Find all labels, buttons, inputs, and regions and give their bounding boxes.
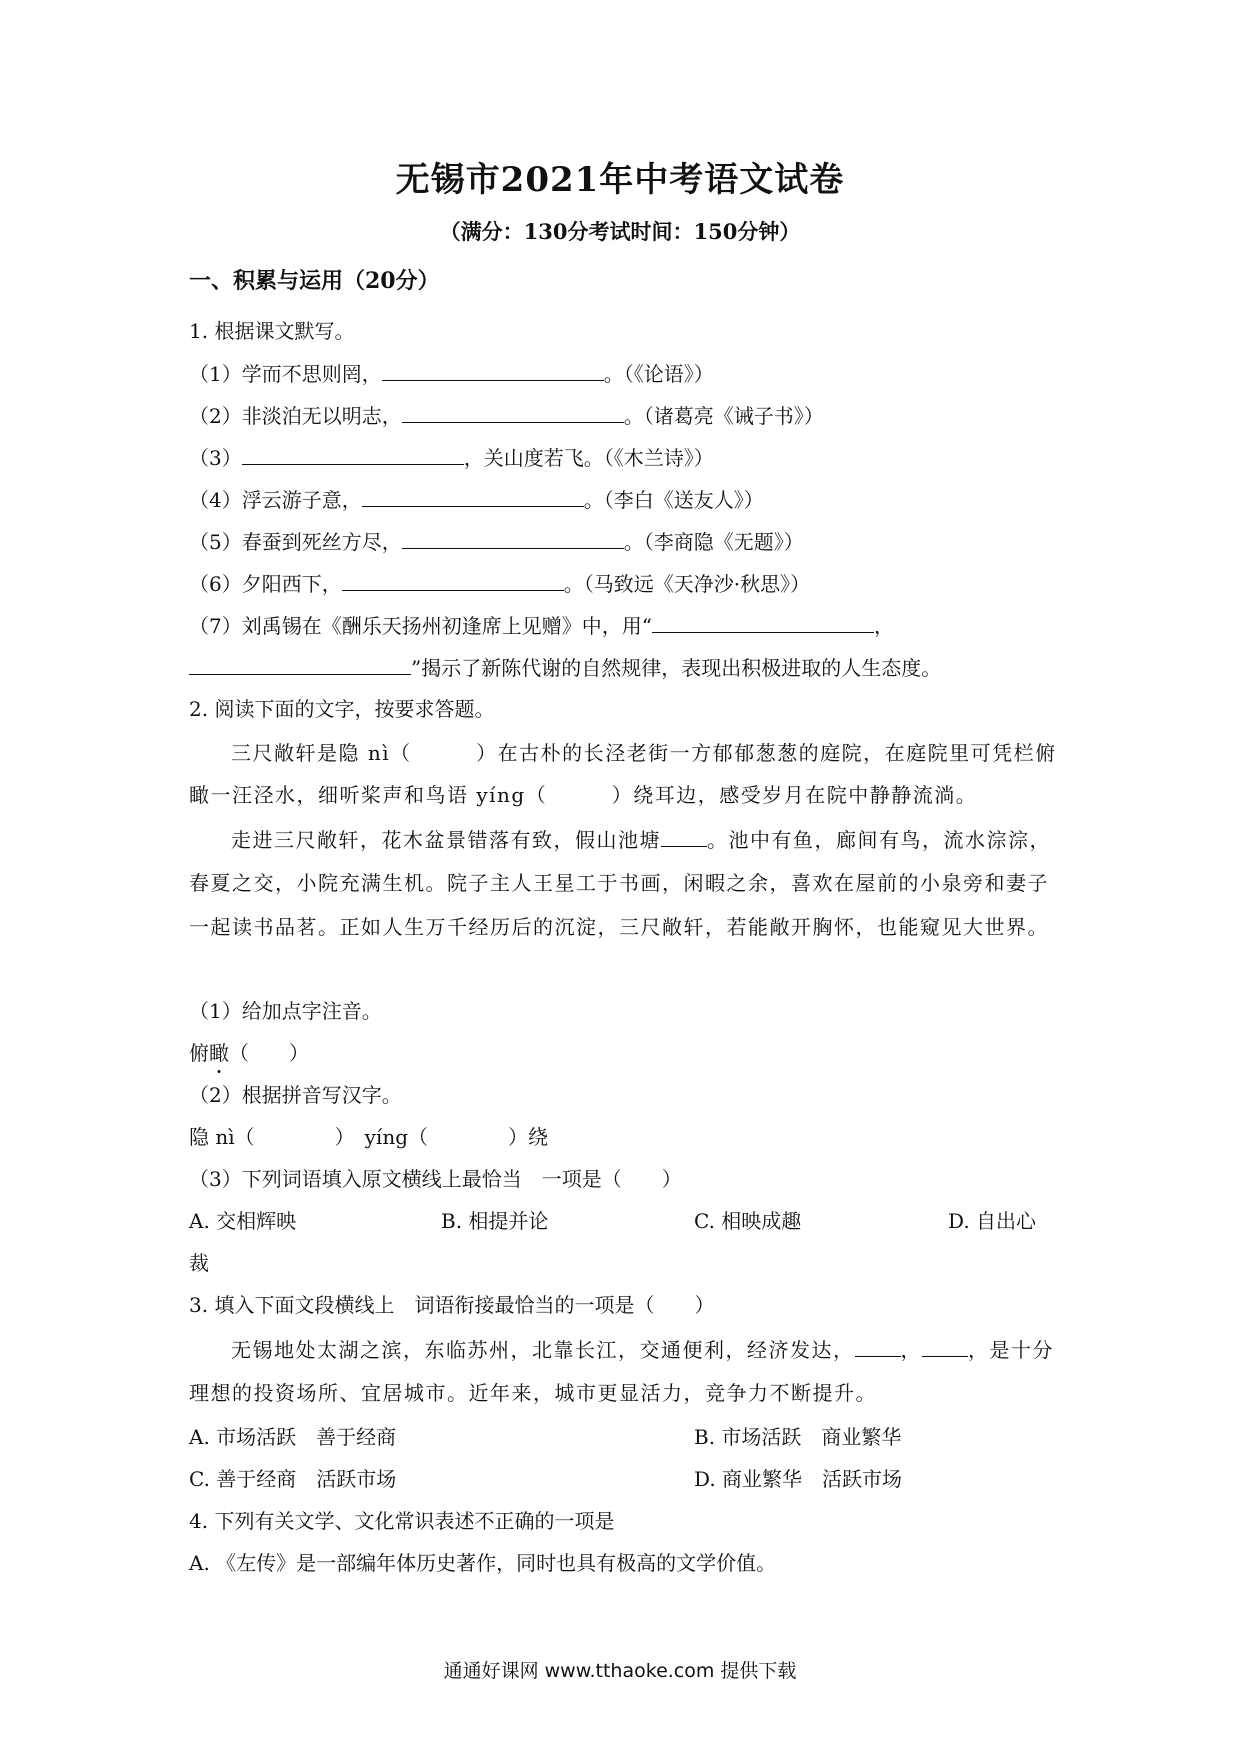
q2-sub2: （2）根据拼音写汉字。 bbox=[189, 1083, 402, 1107]
answer-blank[interactable] bbox=[922, 1336, 968, 1357]
q1-item-7-cont bbox=[189, 654, 941, 681]
q3-option-a[interactable]: A. 市场活跃 善于经商 bbox=[189, 1425, 397, 1449]
q2-sub1: （1）给加点字注音。 bbox=[189, 999, 382, 1023]
q2-passage-text: 。池中有鱼，廊间有鸟，流水淙淙， bbox=[707, 828, 1051, 852]
q3-option-d[interactable]: D. 商业繁华 活跃市场 bbox=[694, 1467, 903, 1491]
q1-item-7-tail: ”揭示了新陈代谢的自然规律，表现出积极进取的人生态度。 bbox=[411, 656, 942, 680]
q2-option-a[interactable]: A. 交相辉映 bbox=[189, 1209, 297, 1233]
answer-blank[interactable] bbox=[402, 402, 624, 423]
q2-sub2-line: 隐 nì（ ） yíng（ ）绕 bbox=[189, 1125, 549, 1149]
answer-blank[interactable] bbox=[402, 528, 624, 549]
q2-passage-line: 春夏之交，小院充满生机。院子主人王星工于书画，闲暇之余，喜欢在屋前的小泉旁和妻子 bbox=[189, 871, 1049, 895]
page-title: 无锡市2021年中考语文试卷 bbox=[395, 160, 845, 200]
q1-item-7 bbox=[189, 612, 894, 639]
q2-option-c[interactable]: C. 相映成趣 bbox=[694, 1209, 802, 1233]
answer-blank[interactable] bbox=[242, 444, 464, 465]
answer-blank[interactable] bbox=[189, 654, 411, 675]
q4-stem: 4. 下列有关文学、文化常识表述不正确的一项是 bbox=[189, 1509, 615, 1533]
q2-passage-line: 瞰一汪泾水，细听桨声和鸟语 yíng（ ）绕耳边，感受岁月在院中静静流淌。 bbox=[189, 783, 978, 807]
q3-passage-text: ， bbox=[900, 1338, 922, 1362]
q2-passage-line: 一起读书品茗。正如人生万千经历后的沉淀，三尺敞轩，若能敞开胸怀，也能窥见大世界。 bbox=[189, 915, 1049, 939]
answer-blank[interactable] bbox=[362, 486, 584, 507]
q1-item-6-text: （6）夕阳西下， bbox=[189, 572, 342, 596]
answer-blank[interactable] bbox=[342, 570, 564, 591]
q1-item-1 bbox=[189, 360, 714, 387]
q4-option-a[interactable]: A. 《左传》是一部编年体历史著作，同时也具有极高的文学价值。 bbox=[189, 1551, 777, 1575]
q1-item-3-text: （3） bbox=[189, 446, 242, 470]
answer-blank[interactable] bbox=[382, 360, 604, 381]
q2-sub1-word bbox=[189, 1040, 309, 1066]
q2-passage-line bbox=[231, 826, 1051, 853]
q2-stem: 2. 阅读下面的文字，按要求答题。 bbox=[189, 697, 495, 721]
q1-item-7-text: （7）刘禹锡在《酬乐天扬州初逢席上见赠》中，用“ bbox=[189, 614, 652, 638]
q2-passage-line: 三尺敞轩是隐 nì（ ）在古朴的长泾老街一方郁郁葱葱的庭院，在庭院里可凭栏俯 bbox=[231, 741, 1057, 765]
q1-item-7-comma: ， bbox=[873, 614, 894, 638]
q1-item-5-text: （5）春蚕到死丝方尽， bbox=[189, 530, 402, 554]
q1-item-2-text: （2）非淡泊无以明志， bbox=[189, 404, 402, 428]
q2-sub1-dotted-char: 瞰 bbox=[209, 1041, 229, 1065]
answer-paren[interactable]: （ ） bbox=[229, 1041, 309, 1065]
q2-sub3: （3）下列词语填入原文横线上最恰当 一项是（ ） bbox=[189, 1167, 682, 1191]
footer-source: 通通好课网 www.tthaoke.com 提供下载 bbox=[443, 1660, 797, 1682]
q1-item-6-source: 。（马致远《天净沙·秋思》） bbox=[563, 572, 811, 596]
q2-option-b[interactable]: B. 相提并论 bbox=[441, 1209, 549, 1233]
q1-item-2 bbox=[189, 402, 824, 429]
q2-passage-text: 走进三尺敞轩，花木盆景错落有致，假山池塘 bbox=[231, 828, 661, 852]
answer-blank[interactable] bbox=[855, 1336, 901, 1357]
q3-passage-text: ，是十分 bbox=[968, 1338, 1054, 1362]
q1-item-3 bbox=[189, 444, 714, 471]
q2-option-d[interactable]: D. 自出心 bbox=[948, 1209, 1037, 1233]
q2-option-d-wrap: 裁 bbox=[189, 1251, 209, 1275]
q1-item-4 bbox=[189, 486, 764, 513]
q3-passage-line: 理想的投资场所、宜居城市。近年来，城市更显活力，竞争力不断提升。 bbox=[189, 1381, 877, 1405]
q1-item-4-text: （4）浮云游子意， bbox=[189, 488, 362, 512]
q1-item-5 bbox=[189, 528, 804, 555]
q2-sub1-char: 俯 bbox=[189, 1041, 209, 1065]
answer-blank[interactable] bbox=[652, 612, 874, 633]
section-heading: 一、积累与运用（20分） bbox=[189, 268, 440, 294]
q3-passage-text: 无锡地处太湖之滨，东临苏州，北靠长江，交通便利，经济发达， bbox=[231, 1338, 855, 1362]
q3-option-c[interactable]: C. 善于经商 活跃市场 bbox=[189, 1467, 397, 1491]
q1-stem: 1. 根据课文默写。 bbox=[189, 319, 355, 343]
q1-item-1-source: 。（《论语》） bbox=[603, 362, 714, 386]
q1-item-4-source: 。（李白《送友人》） bbox=[583, 488, 764, 512]
q1-item-3-source: ，关山度若飞。（《木兰诗》） bbox=[463, 446, 714, 470]
q1-item-2-source: 。（诸葛亮《诫子书》） bbox=[623, 404, 824, 428]
q1-item-1-text: （1）学而不思则罔， bbox=[189, 362, 382, 386]
q1-item-6 bbox=[189, 570, 810, 597]
q3-stem: 3. 填入下面文段横线上 词语衔接最恰当的一项是（ ） bbox=[189, 1293, 715, 1317]
q3-passage-line bbox=[231, 1336, 1054, 1363]
page-subtitle: （满分：130分考试时间：150分钟） bbox=[439, 219, 801, 244]
q3-option-b[interactable]: B. 市场活跃 商业繁华 bbox=[694, 1425, 902, 1449]
q1-item-5-source: 。（李商隐《无题》） bbox=[623, 530, 804, 554]
answer-blank[interactable] bbox=[661, 826, 707, 847]
